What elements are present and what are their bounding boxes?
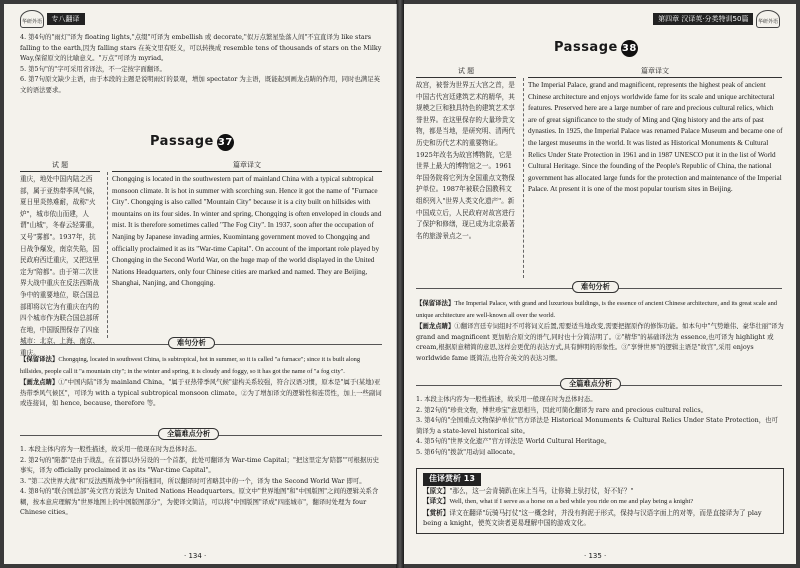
overall-item: 3. 第4句的"全国重点文物保护单位"官方译法是 Historical Monuments & Cultural Relics Under State Protection，也可简译为 a state-level historical site。 [416,416,778,435]
translation-column-head: 篇章译文 [112,160,382,172]
analysis-label: 【保留译法】 [20,355,59,363]
box-label: 【赏析】 [423,508,450,517]
overall-item: 1. 本段主体内容为一般性描述，故采用一般现在时为总体时态。 [20,445,201,453]
analysis-text: ①"中国内陆"译为 mainland China。"属于亚热带季风气候"建构关系较强，符合汉语习惯，原本是"属于(某地)亚热带季风气候区"，可译为 with a typical subtropical monsoon climate。②为了增加译文的逻辑性和连贯性，加上一些副词或连接词，如 hence, because, therefore 等。 [20,378,382,407]
passage-number: 37 [217,134,234,151]
chapter-tag: 第四章 汉译英·分类特训50篇 [653,13,753,25]
passage-label: Passage [554,40,618,55]
overall-difficulty-title: 全篇难点分析 [560,378,621,390]
difficult-analysis [416,298,784,363]
column-divider [523,78,524,278]
difficult-sentence-title: 难句分析 [572,281,619,293]
difficult-analysis [20,354,384,409]
overall-item: 3. "第二次世界大战"和"反法西斯战争中"所指相同，所以翻译时可省略其中的一个，译为 the Second World War 即可。 [20,476,366,485]
passage-title [554,40,638,57]
passage-label: Passage [150,134,214,149]
publisher-logo: 华研外语 [756,10,780,28]
exam-column-head: 试 题 [416,66,516,78]
overall-item: 1. 本段主体内容为一般性描述，故采用一般现在时为总体时态。 [416,395,597,403]
publisher-logo: 华研外语 [20,10,44,28]
analysis-label: 【画龙点睛】 [20,378,59,386]
english-translation-text: The Imperial Palace, grand and magnificent, represents the highest peak of ancient Chinese architecture and enjoys worldwide fame for its scale and unique architectural features. Preserved here are a large number of rare and precious cultural relics, which are of great significance to the study of Ming and Qing history and the arts of past dynasties. In 1925, the Imperial Palace was renamed Palace Museum and became one of the largest museums in the world. It was listed as Historical Monuments & Cultural Relics Under State Protection in 1961 and in 1987 UNESCO put it in the list of World Cultural Heritage. Since the founding of the People's Republic of China, the national government has allocated large funds for the protection and maintenance of the Imperial Palace. At present it is one of the most popular tourism sites in Beijing. [528,81,783,194]
note-item: 5. 第5句"的"字可采用省译法，不一定按字面翻译。 [20,64,166,73]
analysis-label: 【画龙点睛】 [416,322,455,330]
box-item [423,508,777,529]
overall-item: 4. 第5句的"世界文化遗产"官方译法是 World Cultural Heritage。 [416,437,611,445]
box-item [423,486,777,497]
analysis-item [416,298,784,321]
book-gutter [396,0,404,568]
overall-item: 2. 第2句的"珍贵文物，博世珍宝"意思相当，因此可简化翻译为 rare and precious cultural relics。 [416,405,708,414]
top-notes [20,32,382,95]
page-number: · 135 · [584,552,607,560]
featured-translation-box [416,468,784,534]
left-page [4,4,397,564]
box-text: Well, then, what if I serve as a horse on a bed while you ride on me and play being a knight? [449,498,694,505]
passage-number: 38 [621,40,638,57]
passage-title [150,134,234,151]
overall-analysis [416,394,784,457]
box-label: 【译文】 [423,497,450,505]
right-page [404,4,796,564]
difficult-sentence-title: 难句分析 [168,337,215,349]
analysis-item [20,377,384,409]
analysis-text: ①翻译宫廷专词组时不可将词义后置,需要适当地改变,需要把握原作的修饰功能。如本句中"气势雄伟、豪华壮丽"译为 grand and magnificent 更加贴合原文的语气,同时也十分简洁明了。②"精华"的基础译法为 essence,也可译为 highlight 或 cream,根据原意精简的意思,这样会更优的表达方式,具有鲜明的形象性。③"享誉世界"的逻辑主语是"故宫",采用 enjoys worldwide fame 既简洁,也符合英文的表达习惯。 [416,322,784,362]
analysis-item [416,321,784,363]
translation-column-head: 篇章译文 [528,66,782,78]
left-header [20,10,85,28]
analysis-item [20,354,384,377]
right-header [653,10,780,28]
box-label: 【原文】 [423,486,450,495]
box-text: 译文在翻译"玩骑马打仗"这一概念时，并没有拘泥于形式，保持与汉语字面上的对等，而是直接译为了 play being a knight，使英文读者更易理解中国的游戏文化。 [423,508,762,527]
analysis-text: Chongqing, located in southwest China, is subtropical, hot in summer, so it is called "a furnace"; since it is built along hillsides, people call it "a mountain city"; in the winter and spring, it is cloudy and foggy, so it has got the name of "a fog city". [20,356,361,375]
note-item: 4. 第4句的"雨灯"译为 floating lights,"点缀"可译为 embellish 或 decorate,"似万点繁星坠落人间"不宜直译为 like stars falling to the earth,因为 falling stars 在英文里有贬义，可以转换成 resemble tens of thousands of stars on the Milky Way,保留原文的比喻意义。"万点"可译为 myriad。 [20,33,382,62]
box-item [423,496,777,508]
book-series-tag: 专八翻译 [47,13,85,25]
overall-item: 4. 第8句的"联合国总部"英文官方说法为 United Nations Headquarters。原文中"世界地图"和"中国版图"之间的逻辑关系含糊，按本意应理解为"世界地图上的中国版图部分"，为使译文简洁，可以将"中国版图"译成"四座城市"，翻译时处理为 four Chinese cities。 [20,487,379,516]
chinese-source-text: 故宫，被誉为世界五大宫之首，是中国古代宫廷建筑艺术的精华，其规模之巨和独具特色的建筑艺术享誉世界。在这里保存的大量珍贵文物，都是当地，是研究明、清两代历史和历代艺术的重要物证。1925年改名为故宫博物院，它是世界上最大的博物馆之一。1961年国务院将它列为全国重点文物保护单位。1987年被联合国教科文组织列入"世界人类文化遗产"。新中国成立后，人民政府对故宫进行了保护和修缮，现已成为北京最著名的旅游景点之一。 [416,81,515,240]
page-number: · 134 · [184,552,207,560]
exam-column-head: 试 题 [20,160,100,172]
overall-item: 5. 第6句的"拨款"用动词 allocate。 [416,447,520,456]
analysis-label: 【保留译法】 [416,299,455,307]
overall-item: 2. 第2句的"陷都"是由于战乱，在首都以外另设的一个首都，此处可翻译为 War-time Capital；"把这里定为'陪都'"可根据历史事实，译为 officially proclaimed it as its "War-time Capital"。 [20,455,380,474]
chinese-source-text: 重庆，地处中国内陆之西部，属于亚热带季风气候，夏日里炎热难耐，故称"火炉"，城市依山而建，人谓"山城"，冬春云轻雾重，又号"雾都"。1937年，抗日战争爆发，南京失陷，国民政府西迁重庆，又把这里定为"陪都"。由于第二次世界大战中重庆在反法西斯战争中的重要地位，联合国总部即将以它为有重庆在内的四个城市作为联合国总部所在地，中国版图保存了四座城市：北京、上海、南京、重庆。 [20,175,100,357]
featured-box-title: 佳译赏析 13 [423,473,481,486]
english-translation-text: Chongqing is located in the southwestern part of mainland China with a typical subtropical monsoon climate. It is hot in summer with scorching sun. Hence it got the name of "Furnace City". Chongqing is also called "Mountain City" because it is a city built on hillsides with mountains on its four sides. In winter and spring, Chongqing is often enveloped in clouds and mist. It is therefore sometimes called "The Fog City". In 1937, soon after the occupation of Nanjing by Japanese invading armies, Kuomintang government moved to Chongqing and officially proclaimed it as its "War-time Capital". On account of the important role played by Chongqing in the Second World War, on the huge map of the world displayed in the United Nations Headquarters, only four Chinese cities are marked and named. They are Beijing, Shanghai, Nanjing, and Chongqing. [112,175,382,288]
box-text: "那么，这一会肯骑趴在床上当马，让你骑上驮打仗，好不好？" [449,486,634,495]
note-item: 6. 第7句原文缺少主语，由于本段的主题是说明雨灯的景观，增加 spectator 为主语，既能起到画龙点睛的作用，同时也满足英文的语法要求。 [20,75,380,94]
analysis-text: The Imperial Palace, with grand and luxurious buildings, is the essence of ancient Chinese architecture, and its great scale and unique architecture are well-known all over the world. [416,300,777,319]
column-divider [107,172,108,338]
overall-analysis [20,444,384,518]
overall-difficulty-title: 全篇难点分析 [158,428,219,440]
